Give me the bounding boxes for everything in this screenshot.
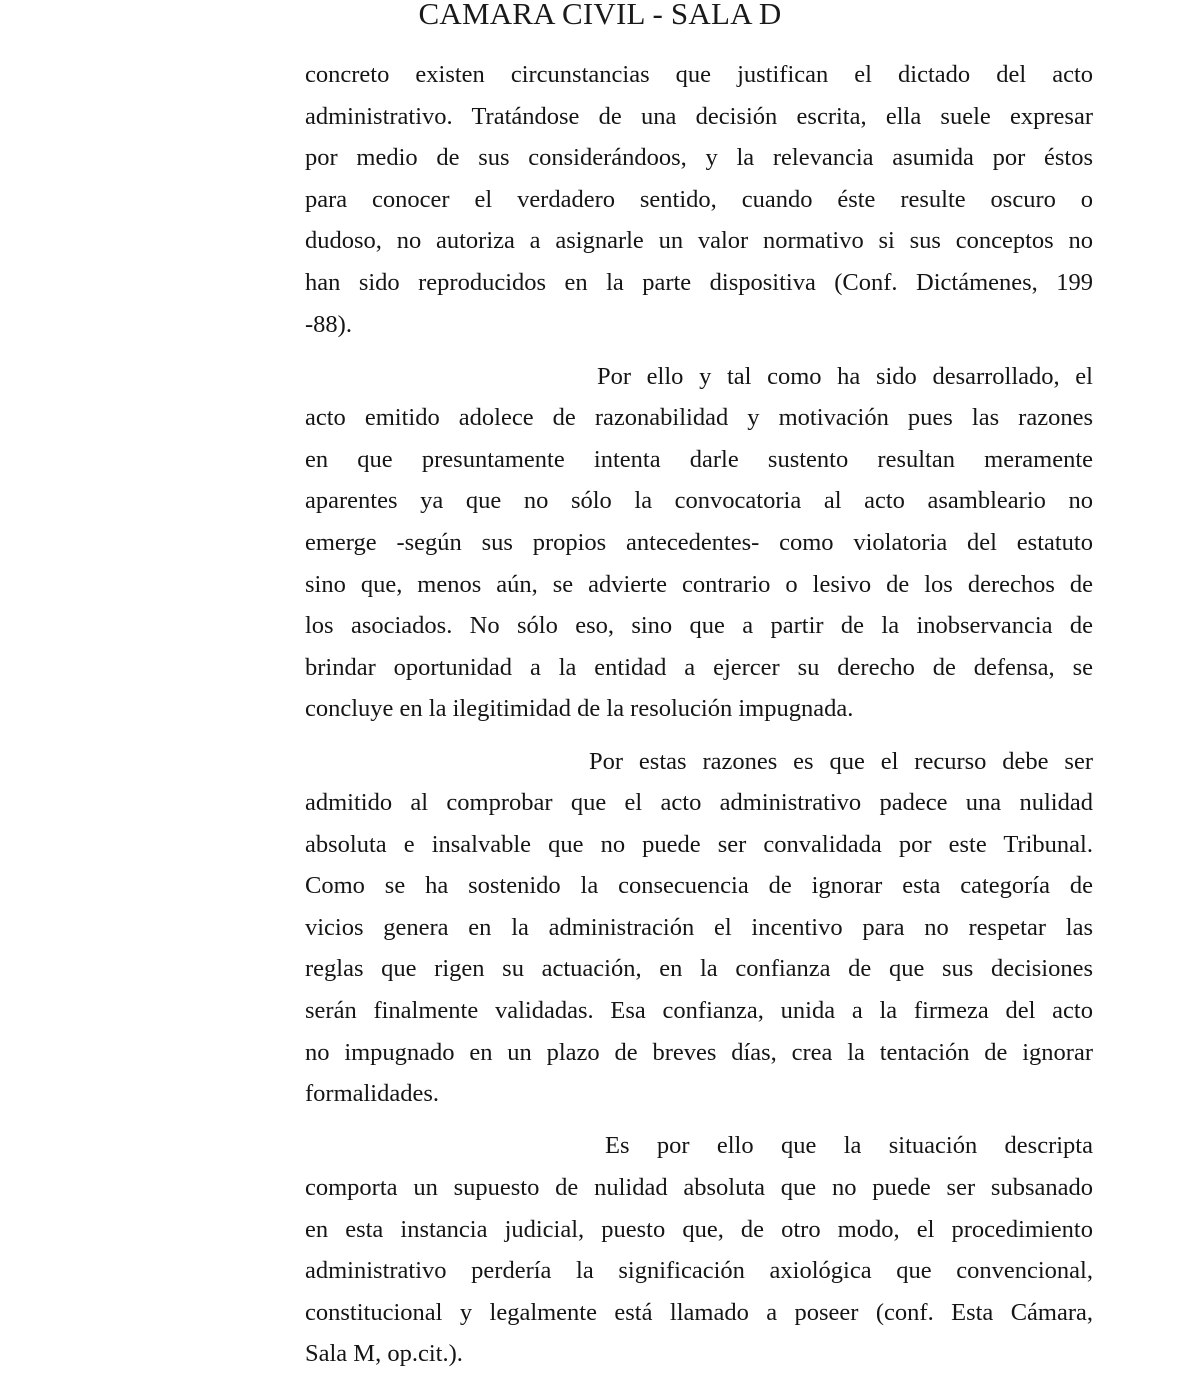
text-line: Como se ha sostenido la consecuencia de ignorar esta categoría de [305, 872, 1093, 900]
text-line: emerge -según sus propios antecedentes- como violatoria del estatuto [305, 529, 1093, 557]
text-line: brindar oportunidad a la entidad a ejercer su derecho de defensa, se [305, 653, 1093, 681]
text-line: aparentes ya que no sólo la convocatoria al acto asambleario no [305, 487, 1093, 515]
page-header [0, 0, 1200, 34]
paragraph-4 [305, 1125, 1093, 1375]
text-line: formalidades. [305, 1080, 440, 1108]
text-line: dudoso, no autoriza a asignarle un valor normativo si sus conceptos no [305, 227, 1093, 255]
text-line: sino que, menos aún, se advierte contrario o lesivo de los derechos de [305, 570, 1093, 598]
text-line: en esta instancia judicial, puesto que, de otro modo, el procedimiento [305, 1215, 1093, 1243]
text-line: -88). [305, 310, 352, 338]
paragraph-spacer [305, 345, 1093, 356]
text-line: serán finalmente validadas. Esa confianza, unida a la firmeza del acto [305, 997, 1093, 1025]
paragraph-spacer [305, 1115, 1093, 1126]
paragraph-1 [305, 54, 1093, 345]
text-line: constitucional y legalmente está llamado a poseer (conf. Esta Cámara, [305, 1298, 1093, 1326]
paragraph-3 [305, 741, 1093, 1115]
text-line: acto emitido adolece de razonabilidad y motivación pues las razones [305, 404, 1093, 432]
text-line: comporta un supuesto de nulidad absoluta que no puede ser subsanado [305, 1173, 1093, 1201]
paragraph-spacer [305, 730, 1093, 741]
text-line: administrativo. Tratándose de una decisión escrita, ella suele expresar [305, 102, 1093, 130]
text-line: Por estas razones es que el recurso debe ser [589, 747, 1093, 775]
text-line: concreto existen circunstancias que justifican el dictado del acto [305, 61, 1093, 88]
text-line: vicios genera en la administración el incentivo para no respetar las [305, 913, 1093, 941]
text-line: han sido reproducidos en la parte dispositiva (Conf. Dictámenes, 199 [305, 268, 1093, 296]
text-line: en que presuntamente intenta darle sustento resultan meramente [305, 445, 1093, 473]
document-body [305, 54, 1093, 1375]
text-line: admitido al comprobar que el acto administrativo padece una nulidad [305, 789, 1093, 817]
text-line: Sala M, op.cit.). [305, 1340, 463, 1368]
paragraph-2 [305, 356, 1093, 730]
text-line: Por ello y tal como ha sido desarrollado, el [597, 362, 1093, 390]
text-line: concluye en la ilegitimidad de la resolución impugnada. [305, 695, 854, 723]
text-line: reglas que rigen su actuación, en la confianza de que sus decisiones [305, 955, 1093, 983]
court-title: CAMARA CIVIL - SALA D [418, 0, 782, 31]
text-line: Es por ello que la situación descripta [605, 1132, 1093, 1160]
text-line: para conocer el verdadero sentido, cuando éste resulte oscuro o [305, 185, 1093, 213]
text-line: los asociados. No sólo eso, sino que a partir de la inobservancia de [305, 612, 1093, 640]
text-line: administrativo perdería la significación axiológica que convencional, [305, 1257, 1093, 1285]
text-line: por medio de sus considerándoos, y la relevancia asumida por éstos [305, 144, 1093, 172]
text-line: absoluta e insalvable que no puede ser convalidada por este Tribunal. [305, 830, 1093, 858]
text-line: no impugnado en un plazo de breves días, crea la tentación de ignorar [305, 1038, 1093, 1066]
